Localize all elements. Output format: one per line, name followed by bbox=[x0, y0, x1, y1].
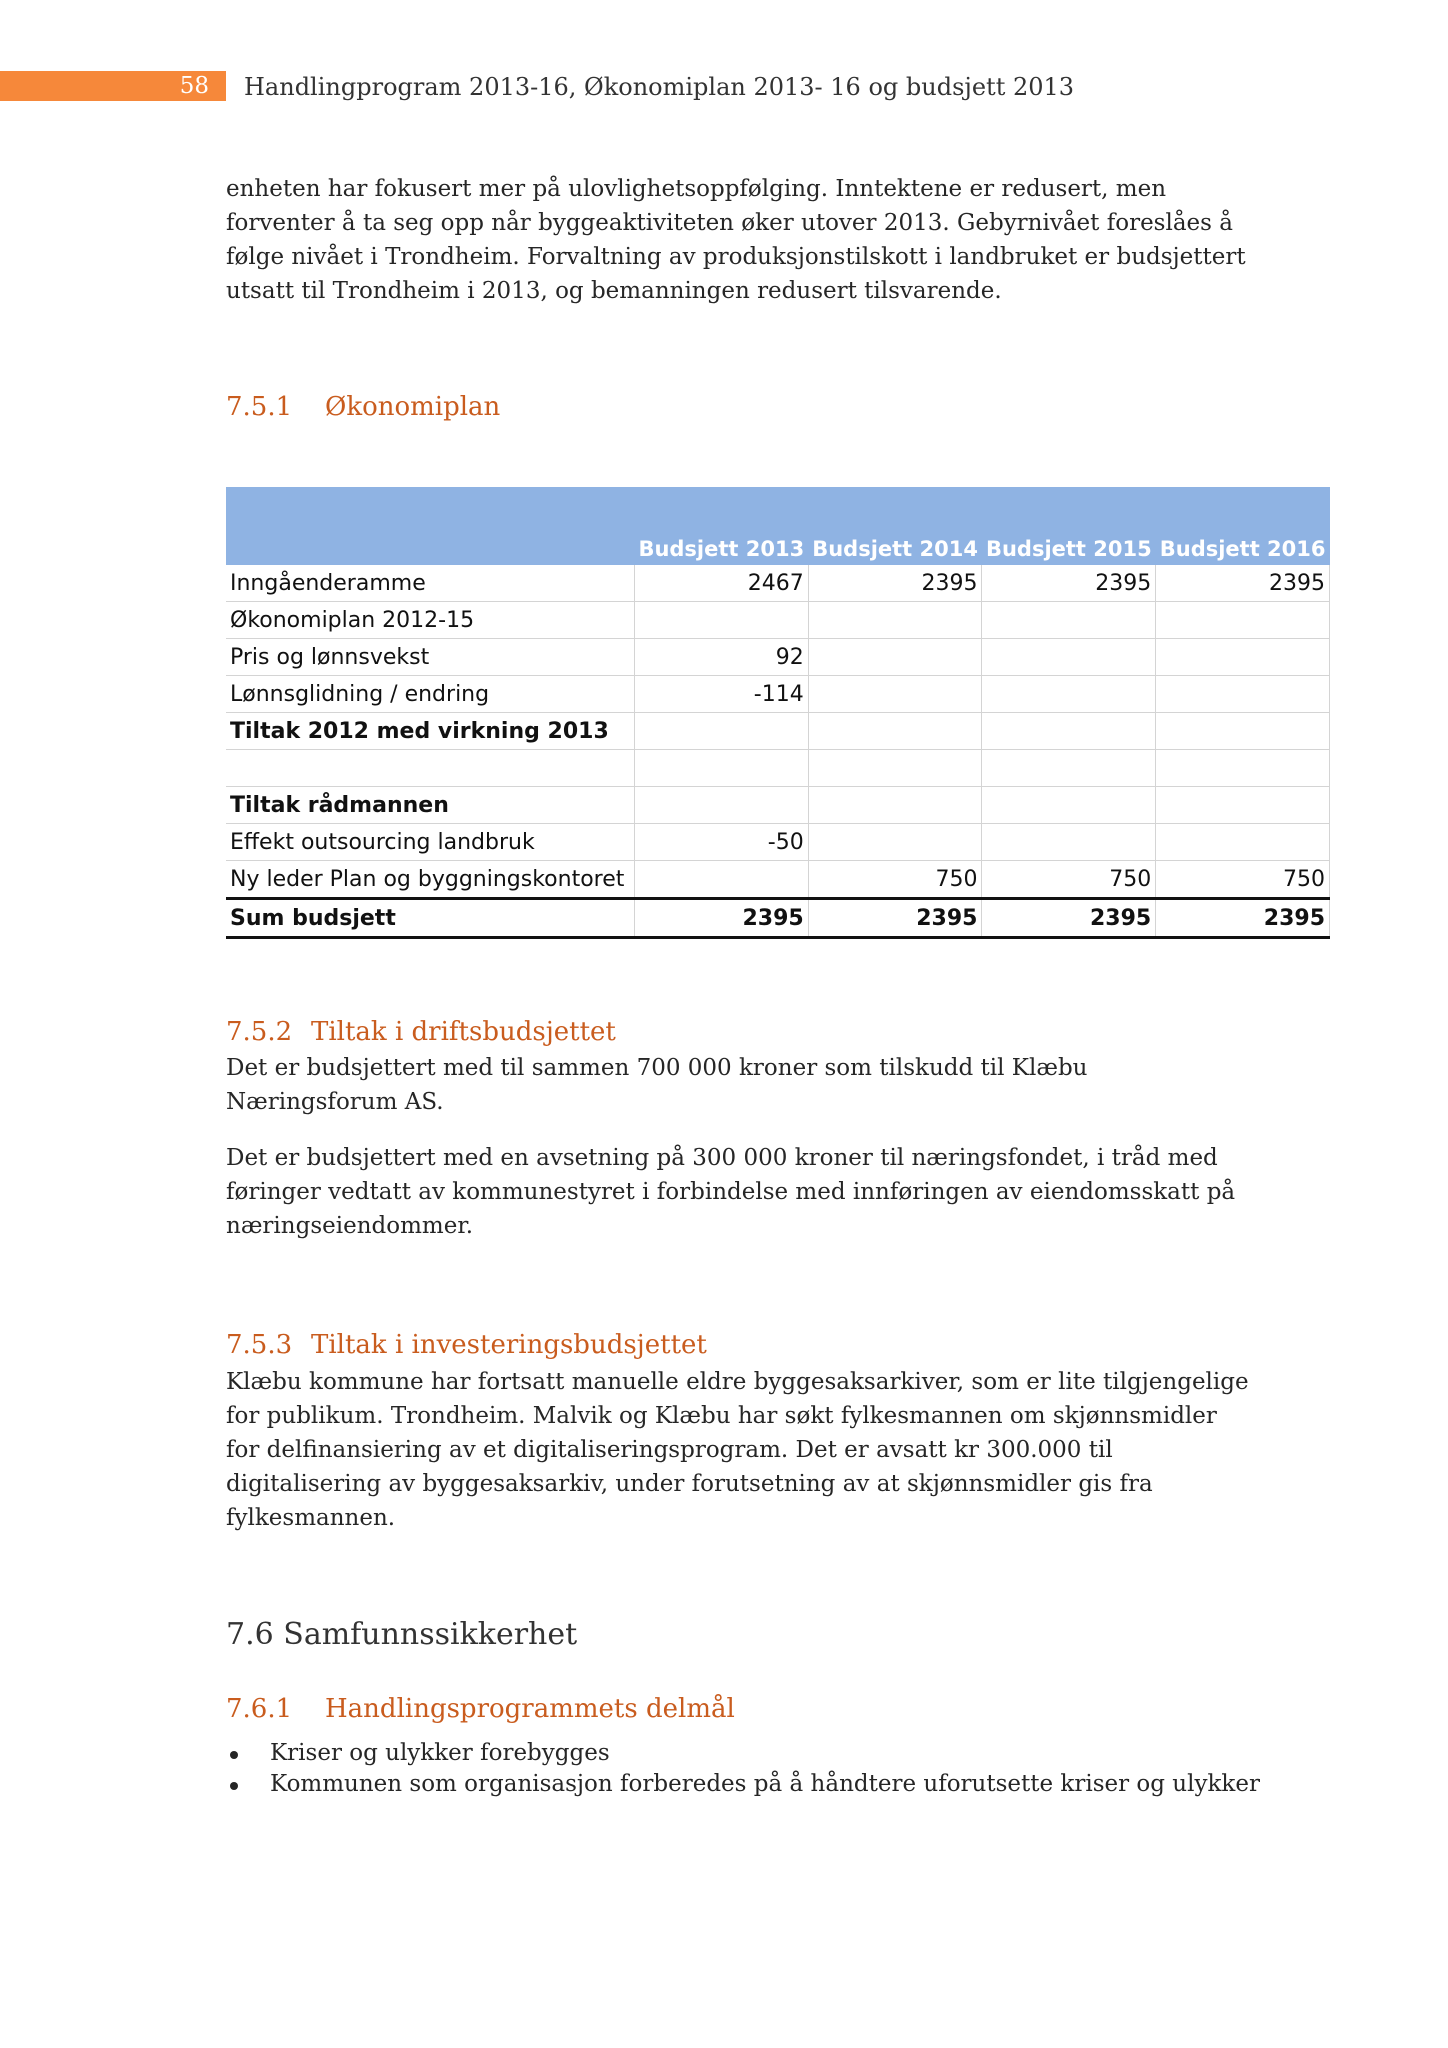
table-row bbox=[226, 713, 1330, 750]
page-number-bar bbox=[0, 71, 226, 101]
cell-value: 2395 bbox=[982, 899, 1156, 938]
text-line: forventer å ta seg opp når byggeaktiviteten øker utover 2013. Gebyrnivået foreslåes å bbox=[226, 210, 1233, 236]
section-title: Tiltak i driftsbudsjettet bbox=[311, 1017, 616, 1047]
list-item bbox=[226, 1769, 1260, 1800]
page-number: 58 bbox=[179, 73, 209, 99]
table-row bbox=[226, 639, 1330, 676]
section-number: 7.5.1 bbox=[226, 392, 293, 422]
section-title: Økonomiplan bbox=[325, 392, 501, 422]
text-line: enheten har fokusert mer på ulovlighetsoppfølging. Inntektene er redusert, men bbox=[226, 176, 1167, 202]
text-line: føringer vedtatt av kommunestyret i forbindelse med innføringen av eiendomsskatt på bbox=[226, 1179, 1236, 1205]
row-label: Økonomiplan 2012-15 bbox=[226, 602, 634, 639]
row-label: Pris og lønnsvekst bbox=[226, 639, 634, 676]
cell-value bbox=[808, 750, 982, 787]
cell-value: 2395 bbox=[982, 565, 1156, 602]
cell-value: 750 bbox=[808, 861, 982, 899]
section-heading-7-5-1 bbox=[226, 392, 500, 422]
paragraph bbox=[226, 1365, 1249, 1535]
text-line: fylkesmannen. bbox=[226, 1505, 396, 1531]
row-label: Effekt outsourcing landbruk bbox=[226, 824, 634, 861]
text-line: Næringsforum AS. bbox=[226, 1089, 444, 1115]
table-row bbox=[226, 861, 1330, 899]
column-header: Budsjett 2013 bbox=[634, 487, 808, 565]
page-header bbox=[0, 71, 1448, 101]
table-sum-row bbox=[226, 899, 1330, 938]
cell-value bbox=[1156, 824, 1330, 861]
text-line: for delfinansiering av et digitaliseringsprogram. Det er avsatt kr 300.000 til bbox=[226, 1437, 1113, 1463]
table-row bbox=[226, 565, 1330, 602]
cell-value bbox=[982, 750, 1156, 787]
cell-value bbox=[982, 787, 1156, 824]
cell-value: -50 bbox=[634, 824, 808, 861]
cell-value bbox=[982, 676, 1156, 713]
table-header-row bbox=[226, 487, 1330, 565]
text-line: digitalisering av byggesaksarkiv, under forutsetning av at skjønnsmidler gis fra bbox=[226, 1471, 1153, 1497]
text-line: næringseiendommer. bbox=[226, 1213, 474, 1239]
cell-value: 2395 bbox=[808, 899, 982, 938]
table-row bbox=[226, 602, 1330, 639]
table-row bbox=[226, 787, 1330, 824]
cell-value bbox=[808, 713, 982, 750]
row-label: Inngåenderamme bbox=[226, 565, 634, 602]
list-item bbox=[226, 1738, 1260, 1769]
cell-value: 2395 bbox=[808, 565, 982, 602]
cell-value bbox=[1156, 787, 1330, 824]
section-number: 7.6 bbox=[226, 1617, 274, 1652]
row-label: Sum budsjett bbox=[226, 899, 634, 938]
budget-table bbox=[226, 487, 1330, 939]
cell-value bbox=[634, 787, 808, 824]
cell-value bbox=[634, 861, 808, 899]
row-label: Ny leder Plan og byggningskontoret bbox=[226, 861, 634, 899]
table-row bbox=[226, 750, 1330, 787]
section-heading-7-5-3 bbox=[226, 1330, 707, 1360]
section-number: 7.5.3 bbox=[226, 1330, 293, 1360]
section-heading-7-5-2 bbox=[226, 1017, 616, 1047]
bullet-icon bbox=[230, 1782, 238, 1790]
section-title: Tiltak i investeringsbudsjettet bbox=[311, 1330, 707, 1360]
cell-value: 750 bbox=[1156, 861, 1330, 899]
table-row bbox=[226, 824, 1330, 861]
paragraph bbox=[226, 1141, 1246, 1243]
cell-value bbox=[634, 750, 808, 787]
cell-value: 92 bbox=[634, 639, 808, 676]
cell-value bbox=[982, 824, 1156, 861]
row-label bbox=[226, 750, 634, 787]
cell-value: 750 bbox=[982, 861, 1156, 899]
text-line: for publikum. Trondheim. Malvik og Klæbu har søkt fylkesmannen om skjønnsmidler bbox=[226, 1403, 1217, 1429]
cell-value bbox=[808, 824, 982, 861]
list-item-text: Kriser og ulykker forebygges bbox=[270, 1740, 610, 1766]
column-header: Budsjett 2016 bbox=[1156, 487, 1330, 565]
cell-value bbox=[808, 639, 982, 676]
cell-value: 2395 bbox=[1156, 899, 1330, 938]
section-heading-7-6 bbox=[226, 1617, 577, 1652]
section-title: Samfunnssikkerhet bbox=[283, 1617, 578, 1652]
section-title: Handlingsprogrammets delmål bbox=[325, 1694, 735, 1724]
section-number: 7.5.2 bbox=[226, 1017, 293, 1047]
cell-value: -114 bbox=[634, 676, 808, 713]
text-line: utsatt til Trondheim i 2013, og bemanningen redusert tilsvarende. bbox=[226, 278, 1002, 304]
cell-value bbox=[982, 602, 1156, 639]
text-line: Klæbu kommune har fortsatt manuelle eldre byggesaksarkiver, som er lite tilgjengelige bbox=[226, 1369, 1249, 1395]
text-line: Det er budsjettert med en avsetning på 300 000 kroner til næringsfondet, i tråd med bbox=[226, 1145, 1218, 1171]
cell-value: 2467 bbox=[634, 565, 808, 602]
document-title: Handlingprogram 2013-16, Økonomiplan 2013- 16 og budsjett 2013 bbox=[244, 73, 1075, 101]
column-header: Budsjett 2015 bbox=[982, 487, 1156, 565]
cell-value bbox=[1156, 713, 1330, 750]
list-item-text: Kommunen som organisasjon forberedes på å håndtere uforutsette kriser og ulykker bbox=[270, 1771, 1260, 1797]
cell-value bbox=[808, 676, 982, 713]
text-line: følge nivået i Trondheim. Forvaltning av produksjonstilskott i landbruket er budsjettert bbox=[226, 244, 1246, 270]
section-number: 7.6.1 bbox=[226, 1694, 293, 1724]
cell-value bbox=[1156, 750, 1330, 787]
table-row bbox=[226, 676, 1330, 713]
bullet-list bbox=[226, 1738, 1260, 1800]
row-label: Lønnsglidning / endring bbox=[226, 676, 634, 713]
cell-value bbox=[982, 639, 1156, 676]
intro-paragraph bbox=[226, 172, 1246, 308]
column-header bbox=[226, 487, 634, 565]
cell-value bbox=[808, 787, 982, 824]
column-header: Budsjett 2014 bbox=[808, 487, 982, 565]
cell-value bbox=[1156, 676, 1330, 713]
paragraph bbox=[226, 1051, 1246, 1119]
cell-value: 2395 bbox=[1156, 565, 1330, 602]
cell-value bbox=[982, 713, 1156, 750]
cell-value bbox=[634, 713, 808, 750]
section-heading-7-6-1 bbox=[226, 1694, 735, 1724]
cell-value bbox=[808, 602, 982, 639]
cell-value bbox=[1156, 602, 1330, 639]
text-line: Det er budsjettert med til sammen 700 000 kroner som tilskudd til Klæbu bbox=[226, 1055, 1088, 1081]
cell-value: 2395 bbox=[634, 899, 808, 938]
cell-value bbox=[1156, 639, 1330, 676]
bullet-icon bbox=[230, 1751, 238, 1759]
cell-value bbox=[634, 602, 808, 639]
row-label: Tiltak 2012 med virkning 2013 bbox=[226, 713, 634, 750]
row-label: Tiltak rådmannen bbox=[226, 787, 634, 824]
